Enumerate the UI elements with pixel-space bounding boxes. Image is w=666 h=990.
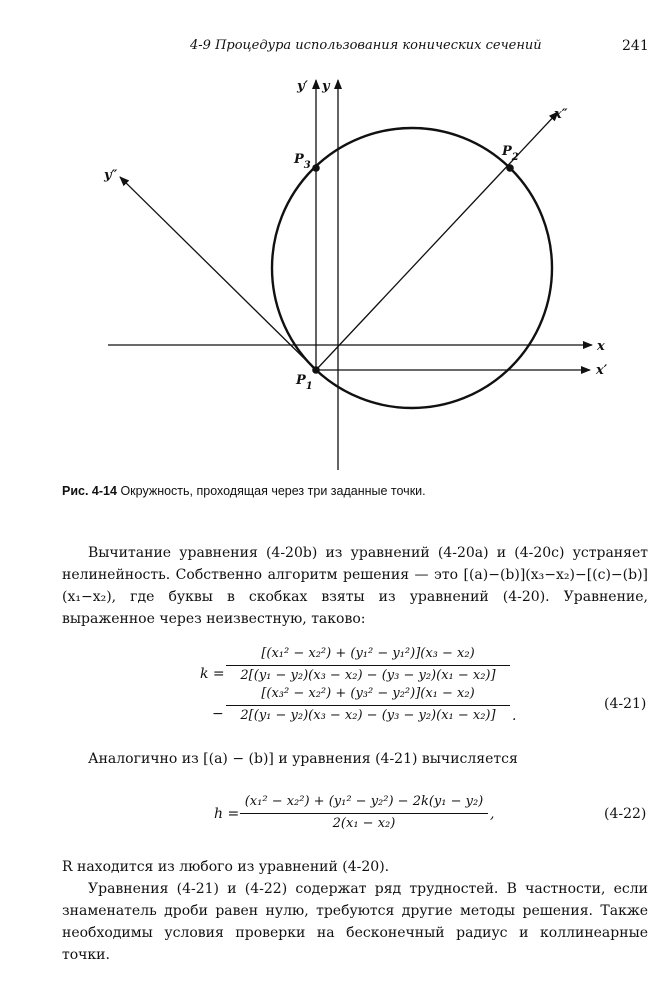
label-y: y <box>322 79 330 94</box>
eq21-fraction-bar-2 <box>226 705 510 706</box>
label-y-double-prime: y″ <box>104 168 118 183</box>
label-x-prime: x′ <box>596 363 608 378</box>
eq21-number: (4-21) <box>604 696 647 712</box>
paragraph-3: R находится из любого из уравнений (4-20). <box>62 859 390 875</box>
eq22-fraction-bar <box>240 813 488 814</box>
paragraph-1: Вычитание уравнения (4-20b) из уравнений (4-20a) и (4-20c) устраняет нелинейность. Собственно алгоритм решения — это [(a)−(b)](x₃−x₂)−[(c)−(b)](x₁−x₂), где буквы в скобках взяты из уравнений (4-20). Уравнение, выраженное через неизвестную, таково: <box>62 545 648 627</box>
eq21-minus: − <box>212 706 224 722</box>
figure-caption <box>62 484 426 498</box>
label-p2: $P_2$ <box>502 144 519 163</box>
point-p2 <box>506 164 514 172</box>
eq21-denominator-1: 2[(y₁ − y₂)(x₃ − x₂) − (y₃ − y₂)(x₁ − x₂)] <box>240 668 496 683</box>
eq22-denominator: 2(x₁ − x₂) <box>332 816 396 831</box>
eq22-number: (4-22) <box>604 806 647 822</box>
eq21-numerator-2: [(x₃² − x₂²) + (y₃² − y₂²)](x₁ − x₂) <box>261 686 475 701</box>
paragraph-2: Аналогично из [(a) − (b)] и уравнения (4-21) вычисляется <box>88 751 518 767</box>
label-x: x <box>597 339 605 354</box>
paragraph-4: Уравнения (4-21) и (4-22) содержат ряд трудностей. В частности, если знаменатель дроби равен нулю, требуются другие методы решения. Также необходимы условия проверки на бесконечный радиус и коллинеарные точки. <box>62 881 648 963</box>
figure-caption-label: Рис. 4-14 <box>62 484 117 498</box>
eq22-lhs: h = <box>214 806 240 822</box>
eq21-fraction-bar-1 <box>226 665 510 666</box>
eq21-end: . <box>512 708 517 724</box>
x-double-prime-axis <box>316 112 558 370</box>
eq21-lhs: k = <box>200 666 225 682</box>
running-header-title: 4-9 Процедура использования конических сечений <box>190 38 542 53</box>
label-y-prime: y′ <box>297 79 308 94</box>
eq21-numerator-1: [(x₁² − x₂²) + (y₁² − y₁²)](x₃ − x₂) <box>261 646 475 661</box>
eq22-end: , <box>490 806 495 822</box>
figure-caption-text: Окружность, проходящая через три заданные точки. <box>120 484 426 498</box>
eq22-numerator: (x₁² − x₂²) + (y₁² − y₂²) − 2k(y₁ − y₂) <box>244 794 484 809</box>
point-p1 <box>312 366 320 374</box>
label-p1: $P_1$ <box>296 373 313 392</box>
label-p3: $P_3$ <box>294 152 311 171</box>
point-p3 <box>312 164 320 172</box>
page-number: 241 <box>622 38 649 54</box>
eq21-denominator-2: 2[(y₁ − y₂)(x₃ − x₂) − (y₃ − y₂)(x₁ − x₂)] <box>240 708 496 723</box>
label-x-double-prime: x″ <box>554 107 568 122</box>
figure-circle-three-points <box>0 0 666 480</box>
